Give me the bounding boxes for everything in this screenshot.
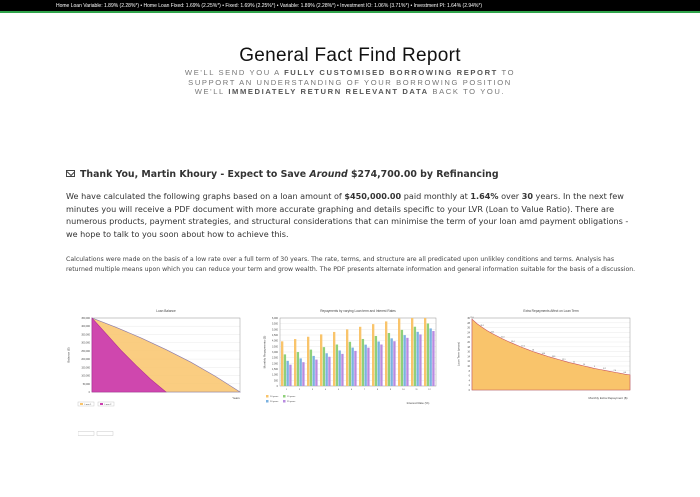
- extra-repayments-chart: [456, 306, 636, 414]
- y-tick-label: 350,000: [81, 333, 90, 337]
- legend-label: 10 years: [270, 396, 279, 399]
- bar: [307, 337, 309, 386]
- bar: [365, 345, 367, 386]
- bar: [424, 318, 426, 386]
- y-tick-label: 18: [467, 345, 470, 349]
- area-series: [472, 319, 630, 390]
- y-tick-label: 16: [467, 350, 470, 354]
- x-tick-label: 8: [376, 389, 379, 391]
- x-axis-label: Interest Rate (%): [406, 401, 430, 405]
- y-tick-label: 0: [88, 391, 90, 394]
- data-label: 7.4: [613, 370, 616, 373]
- y-tick-label: 1,500: [272, 368, 278, 371]
- legend-label: 25 years: [287, 401, 296, 404]
- envelope-icon: [66, 170, 75, 177]
- bar: [393, 341, 395, 386]
- legend-label: 20 years: [270, 401, 279, 404]
- data-label: 19.4: [511, 341, 515, 344]
- chart-title: Extra Repayments Affect on Loan Term: [523, 309, 579, 313]
- legend-label: Loan 1: [84, 404, 92, 406]
- y-tick-label: 6,000: [272, 317, 278, 320]
- bar: [310, 350, 312, 386]
- legend-swatch: [266, 400, 269, 403]
- data-label: 9: [593, 366, 595, 369]
- bar: [367, 348, 369, 386]
- bar: [432, 331, 434, 386]
- y-tick-label: 250,000: [81, 349, 90, 353]
- calculations-note: Calculations were made on the basis of a low rate over a full term of 30 years. The rate, terms, and structure are all predicated upon unlikley conditions and terms. Analysis has returned multiple means upon which you can reduce your term and grow wealth. The PDF presents alternate information and general information suitable for the basis of a discussion.: [66, 256, 636, 273]
- bar: [339, 350, 341, 386]
- bar: [323, 347, 325, 386]
- y-tick-label: 20: [467, 341, 470, 344]
- summary-paragraph: We have calculated the following graphs based on a loan amount of $450,000.00 paid monthly at 1.64% over 30 years. In the next few minutes you will receive a PDF document with more accurate graphing and details specific to your LVR (Loan to Value Ratio). There are numerous products, payment strategies, and structural considerations that can minimise the term of your loan amd payment obligations - we hope to talk to you soon about how to achieve this.: [66, 191, 629, 239]
- x-axis-label: Monthly Extra Repayment ($): [588, 396, 628, 400]
- bar: [419, 334, 421, 386]
- x-tick-label: 1: [285, 389, 288, 391]
- y-tick-label: 3,000: [272, 351, 278, 354]
- footer-legend: [78, 431, 118, 438]
- y-tick-label: 6: [468, 374, 470, 378]
- legend-swatch: [283, 395, 286, 398]
- bar: [294, 339, 296, 386]
- data-label: 21.3: [500, 336, 505, 339]
- bar: [333, 332, 335, 386]
- data-label: 11: [572, 361, 575, 364]
- x-tick-label: 12: [428, 389, 431, 391]
- y-tick-label: 28: [467, 321, 470, 325]
- bar: [313, 356, 315, 386]
- bar: [385, 321, 387, 386]
- y-tick-label: 4,000: [272, 339, 278, 343]
- bar: [375, 336, 377, 386]
- y-tick-label: 5,000: [272, 328, 278, 332]
- x-tick-label: 4: [324, 389, 327, 391]
- data-label: 10: [583, 363, 586, 366]
- y-tick-label: 400,000: [81, 325, 90, 329]
- bar: [417, 332, 419, 386]
- bar: [378, 342, 380, 386]
- y-tick-label: 12: [467, 360, 470, 364]
- y-tick-label: 30: [467, 317, 470, 320]
- bar: [336, 345, 338, 386]
- bar: [281, 341, 283, 386]
- bar: [352, 348, 354, 386]
- y-tick-label: 0: [468, 389, 470, 392]
- bar: [362, 339, 364, 386]
- bar: [300, 358, 302, 386]
- x-axis-label: Years: [232, 396, 240, 400]
- y-tick-label: 14: [467, 355, 470, 359]
- y-tick-label: 50,000: [82, 382, 90, 386]
- x-tick-label: 9: [389, 389, 392, 391]
- legend-swatch: [266, 395, 269, 398]
- y-tick-label: 2,000: [272, 362, 278, 366]
- x-tick-label: 11: [415, 389, 418, 391]
- bar: [320, 334, 322, 386]
- thank-you-heading: Thank You, Martin Khoury - Expect to Save Around $274,700.00 by Refinancing: [66, 169, 499, 180]
- legend-label: 15 years: [287, 396, 296, 399]
- y-tick-label: 1,000: [272, 373, 278, 377]
- bar: [404, 335, 406, 386]
- bar: [359, 327, 361, 386]
- y-tick-label: 450,000: [81, 317, 90, 320]
- y-tick-label: 22: [467, 336, 470, 340]
- bar: [401, 330, 403, 386]
- bar: [427, 323, 429, 386]
- bar: [341, 354, 343, 386]
- rates-ticker: Home Loan Variable: 1.89% (2.28%*) • Home Loan Fixed: 1.69% (2.25%*) • Fixed: 1.69% (2.25%*) • Variable: 1.89% (2.28%*) • Investment IO: 1.06% (3.71%*) • Investment PI: 1.64% (2.94%*): [0, 0, 700, 13]
- y-tick-label: 300,000: [81, 341, 90, 345]
- bar: [388, 333, 390, 386]
- bar: [287, 361, 289, 386]
- bar: [354, 351, 356, 386]
- y-tick-label: 24: [467, 331, 470, 335]
- bar: [349, 342, 351, 386]
- data-label: 16: [532, 349, 535, 352]
- y-tick-label: 10: [467, 365, 470, 368]
- bar: [372, 324, 374, 386]
- bar: [328, 357, 330, 386]
- data-label: 13.3: [551, 355, 556, 358]
- bar: [406, 338, 408, 386]
- page-title: General Fact Find Report: [239, 45, 461, 66]
- bar: [297, 352, 299, 386]
- bar: [315, 360, 317, 386]
- data-label: 29.5: [470, 317, 474, 319]
- y-tick-label: 5,500: [272, 322, 278, 326]
- y-tick-label: 100,000: [81, 374, 90, 378]
- legend-swatch: [100, 403, 103, 405]
- y-tick-label: 0: [276, 385, 278, 388]
- bar: [411, 318, 413, 386]
- legend-label: Loan 2: [104, 404, 112, 406]
- data-label: 6.6: [623, 371, 627, 374]
- chart-title: Loan Balance: [156, 309, 176, 313]
- loan-balance-chart: [66, 306, 246, 414]
- y-tick-label: 2,500: [272, 356, 278, 360]
- bar: [414, 327, 416, 386]
- bar: [302, 362, 304, 386]
- data-label: 14.6: [541, 352, 546, 355]
- bar: [430, 328, 432, 386]
- bar: [346, 329, 348, 386]
- y-tick-label: 2: [468, 384, 470, 388]
- y-tick-label: 150,000: [81, 366, 90, 370]
- page-subtitle: WE'LL SEND YOU A FULLY CUSTOMISED BORROWING REPORT TO SUPPORT AN UNDERSTANDING OF YOUR BORROWING POSITION WE'LL IMMEDIATELY RETURN RELEVANT DATA BACK TO YOU.: [184, 68, 516, 96]
- y-axis-label: Loan Term (years): [456, 341, 461, 367]
- y-tick-label: 4: [468, 379, 470, 383]
- y-axis-label: Balance ($): [66, 347, 71, 363]
- bar: [391, 338, 393, 386]
- y-tick-label: 500: [274, 379, 278, 383]
- legend-swatch: [283, 400, 286, 403]
- y-tick-label: 26: [467, 326, 470, 330]
- repayments-chart: [262, 306, 442, 414]
- data-label: 17.6: [521, 345, 525, 348]
- x-tick-label: 10: [402, 389, 405, 391]
- x-tick-label: 7: [363, 389, 366, 391]
- x-tick-label: 5: [337, 389, 340, 391]
- y-tick-label: 4,500: [272, 334, 278, 337]
- data-label: 12.1: [561, 358, 566, 361]
- data-label: 8.2: [603, 368, 606, 371]
- bar: [284, 354, 286, 386]
- x-tick-label: 3: [311, 389, 314, 391]
- x-tick-label: 6: [350, 389, 353, 391]
- bar: [398, 319, 400, 386]
- y-tick-label: 8: [468, 369, 470, 373]
- chart-title: Repayments by varying Loan term and Interest Rates: [320, 309, 396, 313]
- y-tick-label: 200,000: [81, 358, 90, 362]
- y-tick-label: 3,500: [272, 345, 278, 349]
- legend-swatch: [80, 403, 83, 405]
- x-tick-label: 2: [298, 389, 301, 391]
- data-label: 26.1: [480, 325, 484, 328]
- bar: [326, 353, 328, 386]
- bar: [380, 345, 382, 386]
- y-axis-label: Monthly Repayments ($): [262, 335, 267, 369]
- bar: [289, 365, 291, 386]
- data-label: 23.5: [490, 331, 495, 334]
